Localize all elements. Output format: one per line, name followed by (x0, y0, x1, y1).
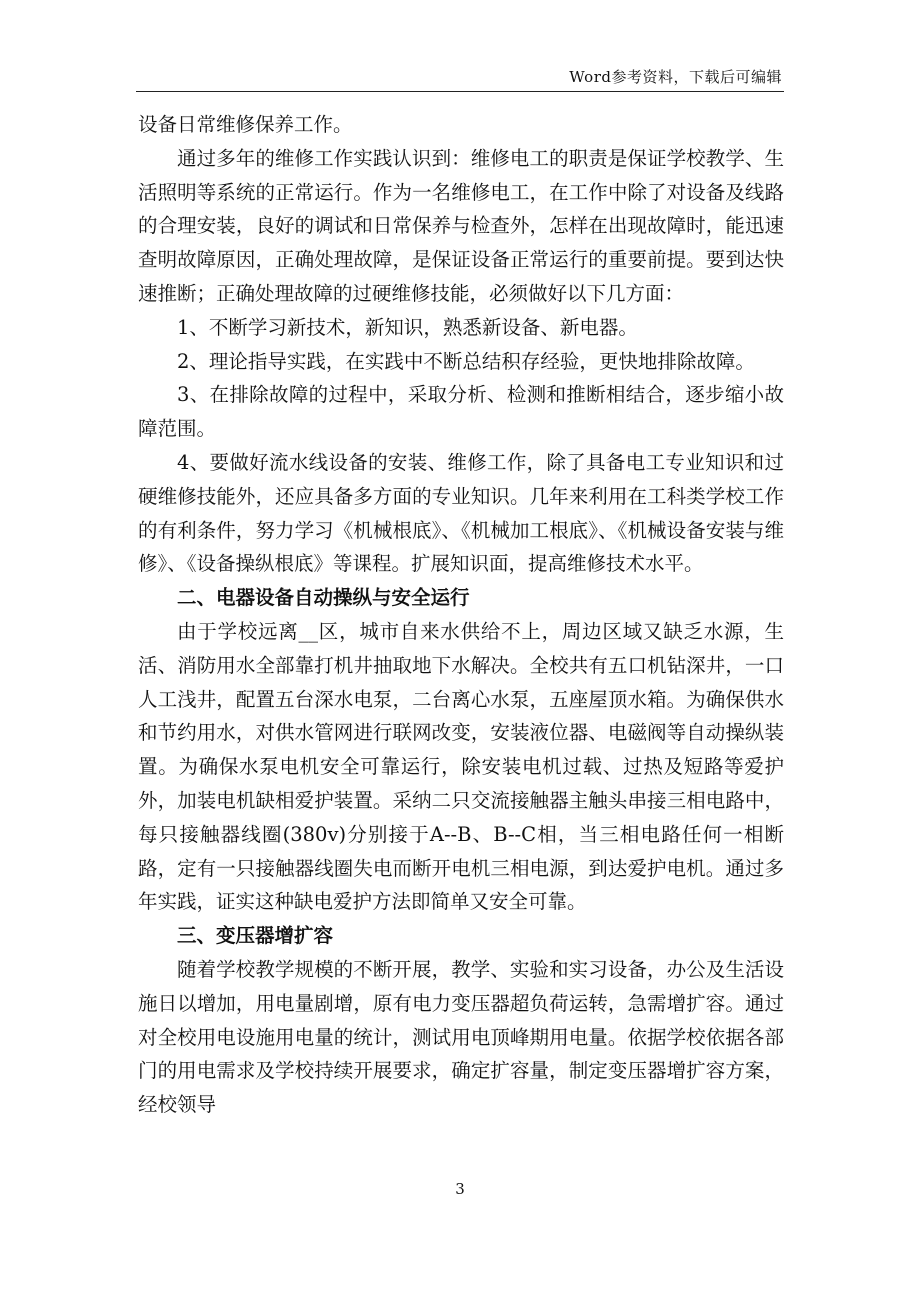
list-item-1: 1、不断学习新技术，新知识，熟悉新设备、新电器。 (177, 315, 638, 339)
paragraph-section-2: 由于学校远离__区，城市自来水供给不上，周边区域又缺乏水源，生活、消防用水全部靠打机井抽取地下水解决。全校共有五口机钻深井，一口人工浅井，配置五台深水电泵，二台离心水泵，五座屋顶水箱。为确保供水和节约用水，对供水管网进行联网改变，安装液位器、电磁阀等自动操纵装置。为确保水泵电机安全可靠运行，除安装电机过载、过热及短路等爱护外，加装电机缺相爱护装置。采纳二只交流接触器主触头串接三相电路中，每只接触器线圈(380v)分别接于A--B、B--C相，当三相电路任何一相断路，定有一只接触器线圈失电而断开电机三相电源，到达爱护电机。通过多年实践，证实这种缺电爱护方法即简单又安全可靠。 (138, 619, 784, 914)
list-item-2: 2、理论指导实践，在实践中不断总结积存经验，更快地排除故障。 (177, 349, 755, 373)
document-body (138, 108, 784, 1122)
paragraph-continuation: 设备日常维修保养工作。 (138, 113, 353, 136)
section-heading-2: 二、电器设备自动操纵与安全运行 (177, 586, 470, 610)
list-item-4: 4、要做好流水线设备的安装、维修工作，除了具备电工专业知识和过硬维修技能外，还应具备多方面的专业知识。几年来利用在工科类学校工作的有利条件，努力学习《机械根底》、《机械加工根底》、《机械设备安装与维修》、《设备操纵根底》等课程。扩展知识面，提高维修技术水平。 (138, 450, 784, 576)
paragraph-intro: 通过多年的维修工作实践认识到：维修电工的职责是保证学校教学、生活照明等系统的正常运行。作为一名维修电工，在工作中除了对设备及线路的合理安装，良好的调试和日常保养与检查外，怎样在出现故障时，能迅速查明故障原因，正确处理故障，是保证设备正常运行的重要前提。要到达快速推断；正确处理故障的过硬维修技能，必须做好以下几方面： (138, 146, 784, 305)
section-heading-3: 三、变压器增扩容 (177, 924, 334, 948)
header-divider (136, 91, 784, 92)
page-number: 3 (455, 1180, 465, 1198)
list-item-3: 3、在排除故障的过程中，采取分析、检测和推断相结合，逐步缩小故障范围。 (138, 383, 784, 441)
page-header-text: Word参考资料，下载后可编辑 (569, 68, 782, 86)
paragraph-section-3: 随着学校教学规模的不断开展，教学、实验和实习设备，办公及生活设施日以增加，用电量剧增，原有电力变压器超负荷运转，急需增扩容。通过对全校用电设施用电量的统计，测试用电顶峰期用电量。依据学校依据各部门的用电需求及学校持续开展要求，确定扩容量，制定变压器增扩容方案，经校领导 (138, 957, 784, 1117)
